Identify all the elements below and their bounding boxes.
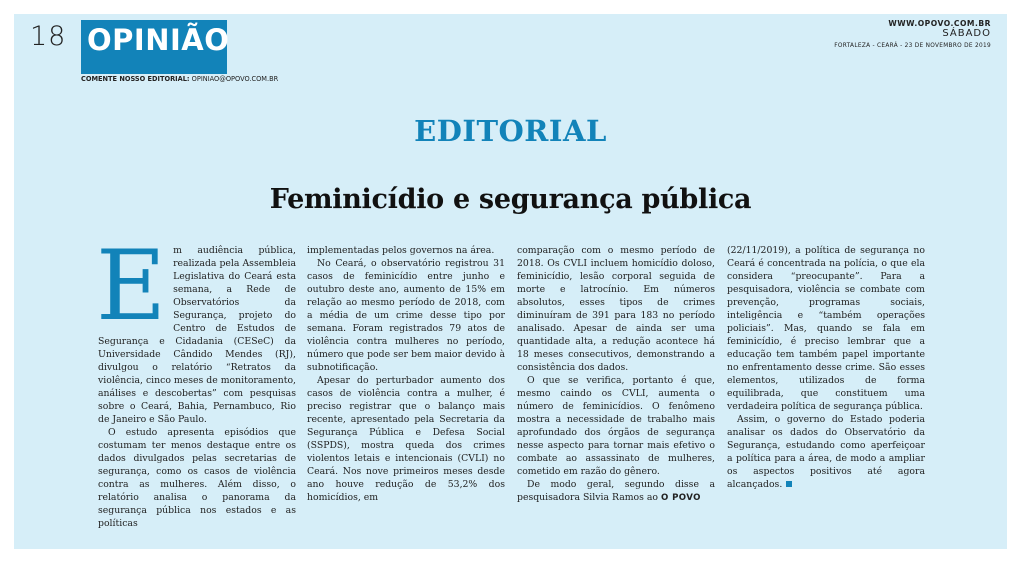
paragraph-text: De modo geral, segundo disse a pesquisadora Silvia Ramos ao [517, 479, 715, 503]
paragraph: O que se verifica, portanto é que, mesmo caindo os CVLI, aumenta o número de feminicídios. O fenômeno mostra a necessidade de trabalho mais aprofundado dos órgãos de segurança nesse aspecto para tornar mais efetivo o combate ao assassinato de mulheres, cometido em razão do gênero. [517, 375, 715, 477]
page-number: 18 [30, 21, 67, 52]
drop-cap: E [96, 230, 167, 342]
column-1 [96, 230, 296, 530]
comment-line [81, 75, 278, 83]
comment-label: COMENTE NOSSO EDITORIAL: [81, 75, 190, 83]
paragraph [517, 478, 715, 505]
website: WWW.OPOVO.COM.BR [888, 19, 991, 28]
section-title: OPINIÃO [81, 20, 227, 74]
paragraph: O estudo apresenta episódios que costumam ter menos destaque entre os dados divulgados pelas secretarias de segurança, como os casos de violência contra as mulheres. Além disso, o relatório analisa o panorama da segurança pública nos estados e as políticas [98, 427, 296, 529]
comment-email: OPINIAO@OPOVO.COM.BR [191, 75, 279, 83]
paragraph: No Ceará, o observatório registrou 31 casos de feminicídio entre junho e outubro deste ano, aumento de 15% em relação ao mesmo período de 2018, com a média de um crime desse tipo por semana. Foram registrados 79 atos de violência contra mulheres no período, número que pode ser bem maior devido à subnotificação. [307, 258, 505, 373]
paragraph-text: Assim, o governo do Estado poderia analisar os dados do Observatório da Segurança, estudando como aperfeiçoar a política para a área, de modo a ampliar os aspectos positivos até agora alcançados. [727, 414, 925, 490]
dateline: FORTALEZA - CEARÁ - 23 DE NOVEMBRO DE 2019 [834, 43, 991, 49]
paragraph: implementadas pelos governos na área. [307, 245, 495, 256]
paragraph [727, 413, 925, 491]
headline: Feminicídio e segurança pública [269, 184, 752, 215]
editorial-kicker: EDITORIAL [414, 114, 607, 148]
newspaper-page [14, 14, 1007, 549]
newspaper-brand: O POVO [660, 493, 701, 503]
paragraph: Apesar do perturbador aumento dos casos de violência contra a mulher, é preciso registrar que o balanço mais recente, apresentado pela Secretaria da Segurança Pública e Defesa Social (SSPDS), mostra queda dos crimes violentos letais e intencionais (CVLI) no Ceará. Nos nove primeiros meses desde ano houve redução de 53,2% dos homicídios, em [307, 375, 505, 503]
paragraph: m audiência pública, realizada pela Assembleia Legislativa do Ceará esta semana, a Rede de Observatórios da Segurança, projeto do Centro de Estudos de Segurança e Cidadania (CESeC) da Universidade Cândido Mendes (RJ), divulgou o relatório “Retratos da violência, cinco meses de monitoramento, análises e descobertas” com pesquisas sobre o Ceará, Bahia, Pernambuco, Rio de Janeiro e São Paulo. [98, 245, 296, 425]
paragraph: comparação com o mesmo período de 2018. Os CVLI incluem homicídio doloso, feminicídio, lesão corporal seguida de morte e latrocínio. Em números absolutos, esses tipos de crimes diminuíram de 391 para 183 no período analisado. Apesar de ainda ser uma quantidade alta, a redução acontece há 18 meses consecutivos, demonstrando a consistência dos dados. [517, 245, 715, 373]
column-2 [307, 244, 505, 504]
column-4 [727, 244, 925, 491]
paragraph: (22/11/2019), a política de segurança no Ceará é concentrada na polícia, o que ela considera “preocupante”. Para a pesquisadora, violência se combate com prevenção, programas sociais, inteligência e “também operações policiais”. Mas, quando se fala em feminicídio, é preciso lembrar que a educação tem também papel importante no enfrentamento desse crime. São esses elementos, utilizados de forma equilibrada, que constituem uma verdadeira política de segurança pública. [727, 245, 925, 412]
end-mark-icon [786, 481, 792, 487]
column-3 [517, 244, 715, 505]
weekday: SÁBADO [942, 28, 991, 39]
